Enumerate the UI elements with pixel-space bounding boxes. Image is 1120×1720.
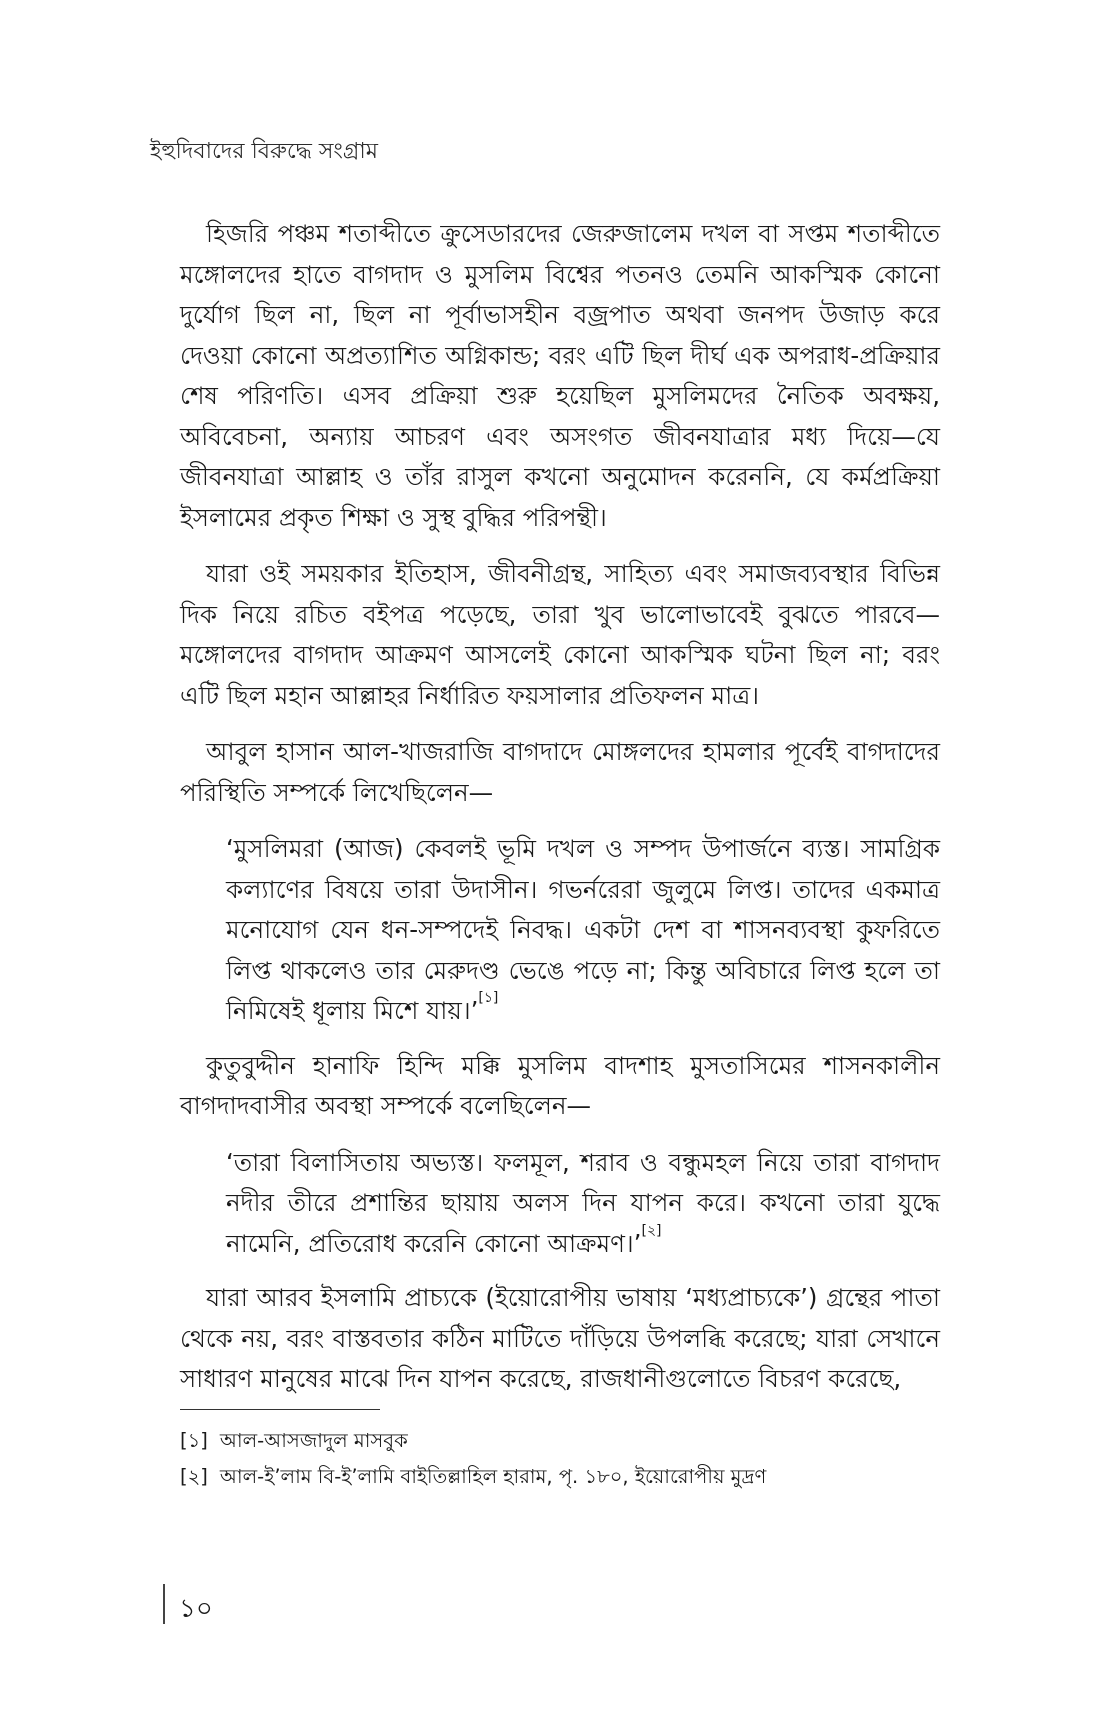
paragraph-3: আবুল হাসান আল-খাজরাজি বাগদাদে মোঙ্গলদের হামলার পূর্বেই বাগদাদের পরিস্থিতি সম্পর্কে লিখেছিলেন— — [180, 737, 940, 807]
footnote-ref-2[interactable]: [২] — [641, 1222, 662, 1239]
paragraph-4: কুতুবুদ্দীন হানাফি হিন্দি মক্কি মুসলিম বাদশাহ মুসতাসিমের শাসনকালীন বাগদাদবাসীর অবস্থা সম্পর্কে বলেছিলেন— — [180, 1050, 940, 1120]
quote-1-text: ‘মুসলিমরা (আজ) কেবলই ভূমি দখল ও সম্পদ উপার্জনে ব্যস্ত। সামগ্রিক কল্যাণের বিষয়ে তারা উদাসীন। গভর্নরেরা জুলুমে লিপ্ত। তাদের একমাত্র মনোযোগ যেন ধন-সম্পদেই নিবদ্ধ। একটা দেশ বা শাসনব্যবস্থা কুফরিতে লিপ্ত থাকলেও তার মেরুদণ্ড ভেঙে পড়ে না; কিন্তু অবিচারে লিপ্ত হলে তা নিমিষেই ধূলায় মিশে যায়।’ — [226, 834, 940, 1025]
paragraph-1: হিজরি পঞ্চম শতাব্দীতে ক্রুসেডারদের জেরুজালেম দখল বা সপ্তম শতাব্দীতে মঙ্গোলদের হাতে বাগদাদ ও মুসলিম বিশ্বের পতনও তেমনি আকস্মিক কোনো দুর্যোগ ছিল না, ছিল না পূর্বাভাসহীন বজ্রপাত অথবা জনপদ উজাড় করে দেওয়া কোনো অপ্রত্যাশিত অগ্নিকান্ড; বরং এটি ছিল দীর্ঘ এক অপরাধ-প্রক্রিয়ার শেষ পরিণতি। এসব প্রক্রিয়া শুরু হয়েছিল মুসলিমদের নৈতিক অবক্ষয়, অবিবেচনা, অন্যায় আচরণ এবং অসংগত জীবনযাত্রার মধ্য দিয়ে—যে জীবনযাত্রা আল্লাহ ও তাঁর রাসুল কখনো অনুমোদন করেননি, যে কর্মপ্রক্রিয়া ইসলামের প্রকৃত শিক্ষা ও সুস্থ বুদ্ধির পরিপন্থী। — [180, 219, 940, 532]
footnote-number: [১] — [180, 1429, 208, 1452]
paragraph-5: যারা আরব ইসলামি প্রাচ্যকে (ইয়োরোপীয় ভাষায় ‘মধ্যপ্রাচ্যকে’) গ্রন্থের পাতা থেকে নয়, বরং বাস্তবতার কঠিন মাটিতে দাঁড়িয়ে উপলব্ধি করেছে; যারা সেখানে সাধারণ মানুষের মাঝে দিন যাপন করেছে, রাজধানীগুলোতে বিচরণ করেছে, — [180, 1283, 940, 1393]
footnote-1 — [180, 1423, 960, 1459]
footnote-text: আল-ই’লাম বি-ই’লামি বাইতিল্লাহিল হারাম, পৃ. ১৮০, ইয়োরোপীয় মুদ্রণ — [219, 1465, 767, 1488]
block-quote-2 — [180, 1143, 940, 1265]
running-head: ইহুদিবাদের বিরুদ্ধে সংগ্রাম — [150, 139, 378, 164]
footnotes — [180, 1423, 960, 1495]
block-quote-1 — [180, 829, 940, 1032]
block-quote-2-text — [226, 1143, 940, 1265]
folio-bar — [163, 1584, 165, 1624]
footnote-2 — [180, 1459, 960, 1495]
footnote-ref-1[interactable]: [১] — [478, 990, 499, 1006]
body-text — [180, 214, 940, 1416]
footnote-divider — [180, 1409, 380, 1410]
block-quote-1-text — [226, 829, 940, 1032]
paragraph-2: যারা ওই সময়কার ইতিহাস, জীবনীগ্রন্থ, সাহিত্য এবং সমাজব্যবস্থার বিভিন্ন দিক নিয়ে রচিত বইপত্র পড়েছে, তারা খুব ভালোভাবেই বুঝতে পারবে—মঙ্গোলদের বাগদাদ আক্রমণ আসলেই কোনো আকস্মিক ঘটনা ছিল না; বরং এটি ছিল মহান আল্লাহর নির্ধারিত ফয়সালার প্রতিফলন মাত্র। — [180, 559, 940, 710]
page-number: ১০ — [179, 1594, 213, 1624]
footnote-number: [২] — [180, 1465, 208, 1488]
footnote-text: আল-আসজাদুল মাসবুক — [219, 1429, 408, 1452]
quote-2-text: ‘তারা বিলাসিতায় অভ্যস্ত। ফলমূল, শরাব ও বন্ধুমহল নিয়ে তারা বাগদাদ নদীর তীরে প্রশান্তির ছায়ায় অলস দিন যাপন করে। কখনো তারা যুদ্ধে নামেনি, প্রতিরোধ করেনি কোনো আক্রমণ।’ — [226, 1147, 940, 1258]
